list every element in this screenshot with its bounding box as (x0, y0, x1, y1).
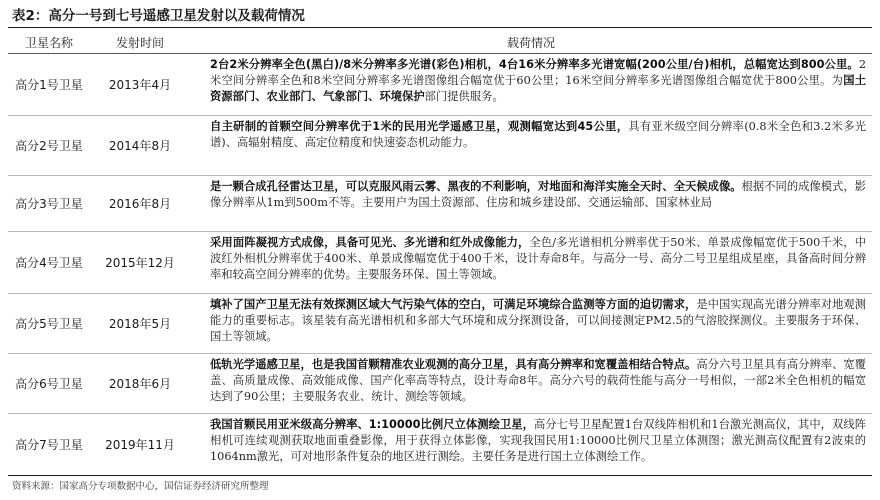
payload-highlight: 填补了国产卫星无法有效探测区域大气污染气体的空白，可满足环境综合监测等方面的迫切需求， (210, 298, 697, 311)
payload-text: 根据不同的成像模式，影像分辨率从1m到500m不等。主要用户为国土资源部、住房和城乡建设部、交通运输部、国家林业局 (210, 180, 866, 209)
launch-time: 2015年12月 (105, 256, 175, 270)
satellite-name: 高分7号卫星 (15, 438, 83, 452)
header-payload: 载荷情况 (506, 36, 555, 50)
payload-description (190, 116, 872, 175)
satellite-table (8, 32, 872, 476)
payload-highlight: 低轨光学遥感卫星，也是我国首颗精准农业观测的高分卫星，具有高分辨率和宽覆盖相结合特点。 (210, 358, 697, 371)
satellite-name: 高分3号卫星 (15, 197, 83, 211)
payload-description (190, 294, 872, 353)
launch-time: 2018年6月 (108, 377, 172, 391)
payload-text: 2米空间分辨率全色和8米空间分辨率多光谱图像组合幅宽优于60公里；16米空间分辨率多光谱图像组合幅宽优于800公里。为 (210, 58, 866, 87)
payload-text: 全色/多光谱相机分辨率优于50米、单景成像幅宽优于500千米，中波红外相机分辨率优于400米、单景成像幅宽优于400千米，设计寿命8年。与高分一号、高分二号卫星组成星座，具备高时间分辨率和较高空间分辨率的优势。主要服务环保、国土等领域。 (210, 236, 866, 281)
satellite-name: 高分2号卫星 (15, 139, 83, 153)
payload-highlight: 采用面阵凝视方式成像，具备可见光、多光谱和红外成像能力， (210, 236, 530, 249)
payload-text: 具有亚米级空间分辨率(0.8米全色和3.2米多光谱)、高辐射精度、高定位精度和快速姿态机动能力。 (210, 120, 866, 149)
payload-text-2: 部门提供服务。 (424, 90, 504, 103)
payload-text: 高分六号卫星具有高分辨率、宽覆盖、高质量成像、高效能成像、国产化率高等特点，设计寿命8年。高分六号的载荷性能与高分一号相似，一部2米全色相机的幅宽达到了90公里；主要服务农业、统计、测绘等领域。 (210, 358, 866, 403)
payload-highlight: 自主研制的首颗空间分辨率优于1米的民用光学遥感卫星，观测幅宽达到45公里， (210, 120, 629, 133)
launch-time: 2016年8月 (108, 197, 172, 211)
table-row (8, 54, 872, 116)
payload-description (190, 414, 872, 475)
payload-highlight: 2台2米分辨率全色(黑白)/8米分辨率多光谱(彩色)相机，4台16米分辨率多光谱宽幅(200公里/台)相机，总幅宽达到800公里。 (210, 58, 859, 71)
launch-time: 2019年11月 (105, 438, 175, 452)
payload-text: 是中国实现高光谱分辨率对地观测能力的重要标志。该星装有高光谱相机和多部大气环境和成分探测设备，可以间接测定PM2.5的气溶胶探测仪。主要服务于环保、国土等领域。 (210, 298, 866, 343)
header-time: 发射时间 (115, 36, 164, 50)
satellite-name: 高分4号卫星 (15, 256, 83, 270)
launch-time: 2013年4月 (108, 78, 172, 92)
payload-description (190, 54, 872, 115)
table-title: 表2：高分一号到七号遥感卫星发射以及载荷情况 (8, 6, 872, 28)
satellite-name: 高分1号卫星 (15, 78, 83, 92)
payload-description (190, 176, 872, 231)
satellite-name: 高分5号卫星 (15, 317, 83, 331)
payload-text: 高分七号卫星配置1台双线阵相机和1台激光测高仪，其中，双线阵相机可连续观测获取地面重叠影像，用于获得立体影像，实现我国民用1:10000比例尺卫星立体测图；激光测高仪配置有2波束的1064nm激光，可对地形条件复杂的地区进行测绘。主要任务是进行国土立体测绘工作。 (210, 418, 866, 463)
payload-highlight: 我国首颗民用亚米级高分辨率、1:10000比例尺立体测绘卫星， (210, 418, 534, 431)
payload-description (190, 354, 872, 413)
table-header (8, 32, 872, 54)
table-row (8, 176, 872, 232)
payload-highlight: 是一颗合成孔径雷达卫星，可以克服风雨云雾、黑夜的不利影响，对地面和海洋实施全天时、全天候成像。 (210, 180, 742, 193)
table-row (8, 354, 872, 414)
launch-time: 2018年5月 (108, 317, 172, 331)
source-note: 资料来源：国家高分专项数据中心，国信证券经济研究所整理 (12, 481, 269, 492)
payload-description (190, 232, 872, 293)
table-row (8, 414, 872, 476)
satellite-name: 高分6号卫星 (15, 377, 83, 391)
launch-time: 2014年8月 (108, 139, 172, 153)
table-row (8, 294, 872, 354)
header-name: 卫星名称 (24, 36, 73, 50)
table-row (8, 232, 872, 294)
payload-highlight-2: 国土资源部门、农业部门、气象部门、环境保护 (210, 74, 866, 103)
table-row (8, 116, 872, 176)
